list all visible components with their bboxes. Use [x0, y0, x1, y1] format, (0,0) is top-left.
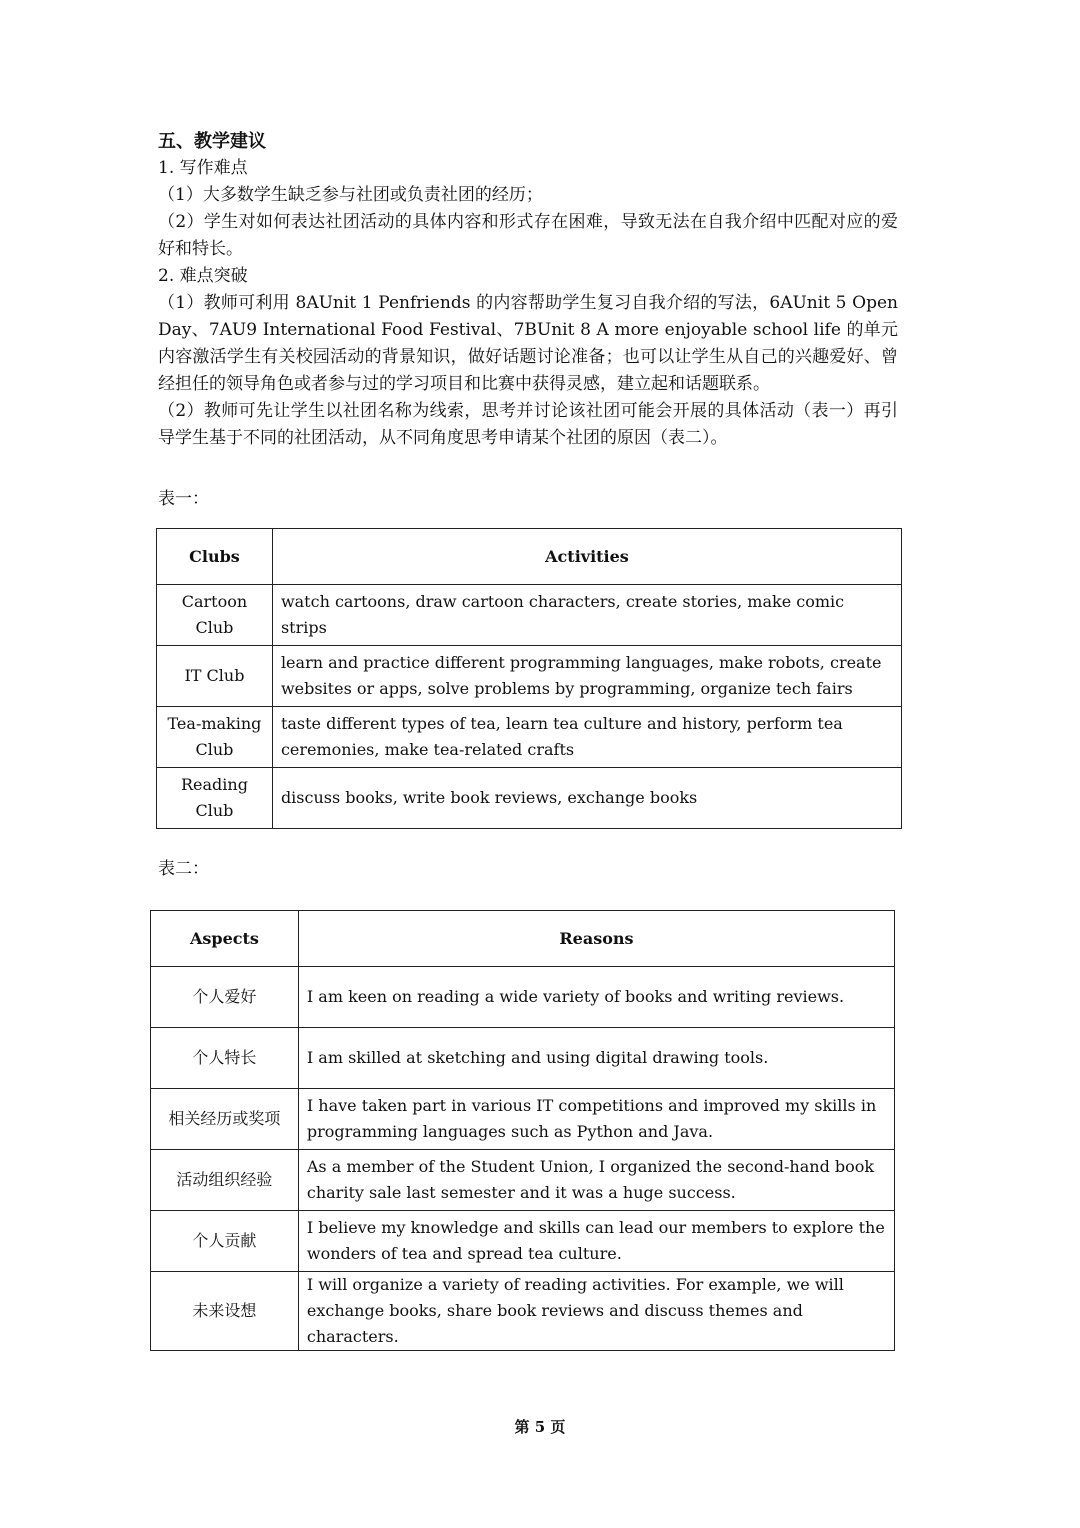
table1-label: 表一： [158, 489, 209, 509]
table-row [151, 1028, 895, 1089]
club-name: Cartoon Club [157, 585, 273, 646]
table2-header-aspects: Aspects [151, 911, 299, 967]
table-row [157, 707, 902, 768]
aspect-name: 个人特长 [151, 1028, 299, 1089]
aspect-name: 个人贡献 [151, 1211, 299, 1272]
club-activities: taste different types of tea, learn tea culture and history, perform tea ceremonies, make tea-related crafts [272, 707, 901, 768]
teaching-suggestions [158, 128, 898, 452]
club-name: Tea-making Club [157, 707, 273, 768]
table2-label: 表二： [158, 859, 209, 879]
club-name: IT Club [157, 646, 273, 707]
table2-header-reasons: Reasons [298, 911, 894, 967]
aspect-reason: As a member of the Student Union, I organized the second-hand book charity sale last semester and it was a huge success. [298, 1150, 894, 1211]
table1-header-clubs: Clubs [157, 529, 273, 585]
section-title: 五、教学建议 [158, 131, 266, 152]
aspect-reason: I am keen on reading a wide variety of books and writing reviews. [298, 967, 894, 1028]
club-activities: learn and practice different programming languages, make robots, create websites or apps, solve problems by programming, organize tech fairs [272, 646, 901, 707]
aspect-name: 个人爱好 [151, 967, 299, 1028]
aspect-reason: I have taken part in various IT competitions and improved my skills in programming languages such as Python and Java. [298, 1089, 894, 1150]
table-row [151, 967, 895, 1028]
subheading-breakthrough: 2. 难点突破 [158, 266, 248, 286]
table-row [151, 1150, 895, 1211]
table-row [157, 585, 902, 646]
aspect-name: 活动组织经验 [151, 1150, 299, 1211]
paragraph-breakthrough-2: （2）教师可先让学生以社团名称为线索，思考并讨论该社团可能会开展的具体活动（表一）再引导学生基于不同的社团活动，从不同角度思考申请某个社团的原因（表二）。 [158, 401, 898, 448]
aspect-reason: I believe my knowledge and skills can lead our members to explore the wonders of tea and spread tea culture. [298, 1211, 894, 1272]
table-row [151, 1089, 895, 1150]
aspects-reasons-table [150, 910, 895, 1351]
clubs-activities-table [156, 528, 902, 829]
paragraph-difficulty-1: （1）大多数学生缺乏参与社团或负责社团的经历； [158, 185, 543, 205]
table-row [157, 768, 902, 829]
table-row [157, 646, 902, 707]
aspect-name: 未来设想 [151, 1272, 299, 1351]
table-row [151, 1272, 895, 1351]
aspect-name: 相关经历或奖项 [151, 1089, 299, 1150]
aspect-reason: I will organize a variety of reading activities. For example, we will exchange books, share book reviews and discuss themes and characters. [298, 1272, 894, 1351]
club-activities: discuss books, write book reviews, exchange books [272, 768, 901, 829]
page-number: 第 5 页 [514, 1418, 566, 1436]
table1-header-activities: Activities [272, 529, 901, 585]
paragraph-breakthrough-1: （1）教师可利用 8AUnit 1 Penfriends 的内容帮助学生复习自我介绍的写法，6AUnit 5 Open Day、7AU9 International Food Festival、7BUnit 8 A more enjoyable school life 的单元内容激活学生有关校园活动的背景知识，做好话题讨论准备；也可以让学生从自己的兴趣爱好、曾经担任的领导角色或者参与过的学习项目和比赛中获得灵感，建立起和话题联系。 [158, 293, 898, 394]
table-row [151, 1211, 895, 1272]
club-activities: watch cartoons, draw cartoon characters, create stories, make comic strips [272, 585, 901, 646]
aspect-reason: I am skilled at sketching and using digital drawing tools. [298, 1028, 894, 1089]
club-name: Reading Club [157, 768, 273, 829]
paragraph-difficulty-2: （2）学生对如何表达社团活动的具体内容和形式存在困难，导致无法在自我介绍中匹配对应的爱好和特长。 [158, 212, 898, 259]
subheading-writing-difficulty: 1. 写作难点 [158, 158, 248, 178]
